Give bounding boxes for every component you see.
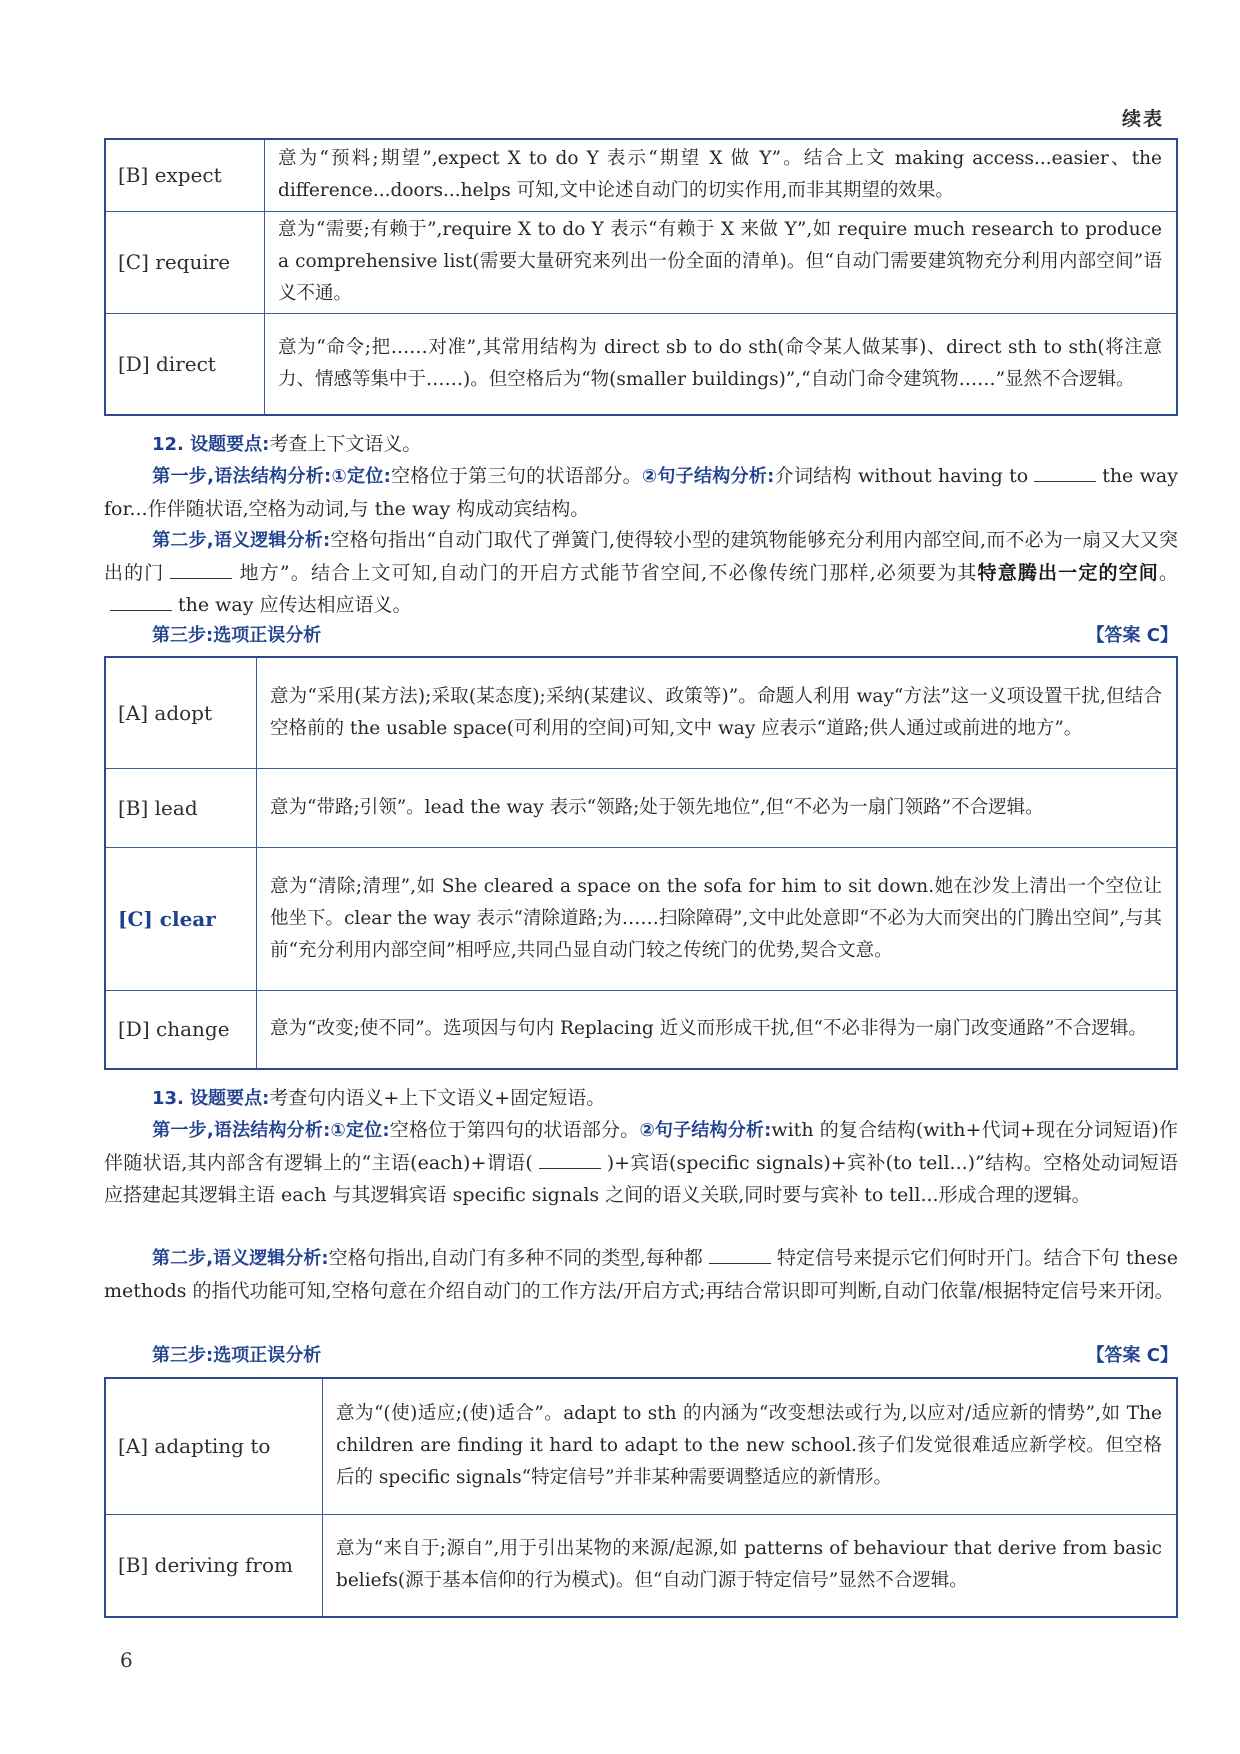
step1-label: 第一步,语法结构分析: xyxy=(152,1120,331,1141)
options-table-q12 xyxy=(104,656,1178,1070)
structure-text-cont: the way for...作伴随状语,空格为动词,与 the way 构成动宾结构。 xyxy=(104,465,1178,520)
table-row xyxy=(105,1378,1177,1514)
structure-text: 介词结构 without having to xyxy=(774,465,1029,487)
page-number: 6 xyxy=(120,1648,133,1672)
option-label-correct: [C] clear xyxy=(105,847,257,990)
q12-step2 xyxy=(104,524,1178,621)
table-row xyxy=(105,139,1177,211)
location-text: 空格位于第四句的状语部分。 xyxy=(389,1119,640,1141)
answer-badge: 【答案 C】 xyxy=(1086,625,1178,646)
continued-table-label: 续表 xyxy=(1121,108,1164,130)
option-explanation: 意为“采用(某方法);采取(某态度);采纳(某建议、政策等)”。命题人利用 way“方法”这一义项设置干扰,但结合空格前的 the usable space(可利用的空间)可知,文中 way 应表示“道路;供人通过或前进的地方”。 xyxy=(257,657,1178,768)
emphasis-text: 特意腾出一定的空间 xyxy=(977,562,1159,584)
location-label: ①定位: xyxy=(330,1120,390,1141)
structure-text-cont: )+宾语(specific signals)+宾补(to tell...)”结构。空格处动词短语应搭建起其逻辑主语 each 与其逻辑宾语 specific signals 之间的语义关联,同时要与宾补 to tell...形成合理的逻辑。 xyxy=(104,1152,1178,1206)
option-explanation: 意为“(使)适应;(使)适合”。adapt to sth 的内涵为“改变想法或行为,以应对/适应新的情势”,如 The children are finding it hard to adapt to the new school.孩子们发觉很难适应新学校。但空格后的 specific signals“特定信号”并非某种需要调整适应的新情形。 xyxy=(323,1378,1178,1514)
q12-step3-header xyxy=(104,621,1178,651)
step2-text-cont: 特定信号来提示它们何时开门。结合下句 these methods 的指代功能可知,空格句意在介绍自动门的工作方法/开启方式;再结合常识即可判断,自动门依靠/根据特定信号来开闭。 xyxy=(104,1247,1178,1302)
step3-label: 第三步:选项正误分析 xyxy=(152,1345,322,1366)
step2-label: 第二步,语义逻辑分析: xyxy=(152,1248,329,1269)
table-row-correct xyxy=(105,847,1177,990)
step2-text-end: the way 应传达相应语义。 xyxy=(178,594,412,616)
options-table-q11 xyxy=(104,138,1178,416)
option-explanation: 意为“来自于;源自”,用于引出某物的来源/起源,如 patterns of behaviour that derive from basic beliefs(源于基本信仰的行为模式)。但“自动门源于特定信号”显然不合逻辑。 xyxy=(323,1514,1178,1617)
option-explanation: 意为“带路;引领”。lead the way 表示“领路;处于领先地位”,但“不必为一扇门领路”不合逻辑。 xyxy=(257,768,1178,847)
structure-text: with 的复合结构(with+代词+现在分词短语)作伴随状语,其内部含有逻辑上的“主语(each)+谓语( xyxy=(104,1119,1178,1174)
structure-label: ②句子结构分析: xyxy=(639,1120,772,1141)
option-label: [A] adopt xyxy=(105,657,257,768)
q12-step1 xyxy=(104,460,1178,525)
step2-label: 第二步,语义逻辑分析: xyxy=(152,530,331,551)
q13-step3-header xyxy=(104,1341,1178,1371)
blank-line xyxy=(170,577,232,579)
table-row xyxy=(105,1514,1177,1617)
step1-label: 第一步,语法结构分析: xyxy=(152,466,332,487)
location-label: ①定位: xyxy=(331,466,391,487)
table-row xyxy=(105,768,1177,847)
blank-line xyxy=(1034,480,1096,482)
option-label: [B] deriving from xyxy=(105,1514,323,1617)
q13-title-text: 考查句内语义+上下文语义+固定短语。 xyxy=(269,1087,606,1109)
step2-text: 空格句指出,自动门有多种不同的类型,每种都 xyxy=(328,1247,703,1269)
option-explanation: 意为“预料;期望”,expect X to do Y 表示“期望 X 做 Y”。结合上文 making access...easier、the difference...doors...helps 可知,文中论述自动门的切实作用,而非其期望的效果。 xyxy=(265,139,1178,211)
options-table-q13 xyxy=(104,1377,1178,1618)
table-row xyxy=(105,990,1177,1069)
blank-line xyxy=(539,1167,601,1169)
option-explanation: 意为“改变;使不同”。选项因与句内 Replacing 近义而形成干扰,但“不必非得为一扇门改变通路”不合逻辑。 xyxy=(257,990,1178,1069)
q13-key-point xyxy=(104,1082,1178,1115)
option-label: [A] adapting to xyxy=(105,1378,323,1514)
table-row xyxy=(105,657,1177,768)
q13-title-label: 13. 设题要点: xyxy=(152,1088,270,1109)
option-explanation: 意为“命令;把……对准”,其常用结构为 direct sb to do sth(命令某人做某事)、direct sth to sth(将注意力、情感等集中于……)。但空格后为“物(smaller buildings)”,“自动门命令建筑物……”显然不合逻辑。 xyxy=(265,313,1178,415)
table-row xyxy=(105,313,1177,415)
q12-title-label: 12. 设题要点: xyxy=(152,434,270,455)
location-text: 空格位于第三句的状语部分。 xyxy=(390,465,642,487)
blank-line xyxy=(709,1262,771,1264)
option-explanation: 意为“清除;清理”,如 She cleared a space on the sofa for him to sit down.她在沙发上清出一个空位让他坐下。clear the way 表示“清除道路;为……扫除障碍”,文中此处意即“不必为大而突出的门腾出空间”,与其前“充分利用内部空间”相呼应,共同凸显自动门较之传统门的优势,契合文意。 xyxy=(257,847,1178,990)
step2-text: 空格句指出“自动门取代了弹簧门,使得较小型的建筑物能够充分利用内部空间,而不必为一扇又大又突出的门 xyxy=(104,529,1179,584)
option-label: [C] require xyxy=(105,211,265,313)
option-label: [B] lead xyxy=(105,768,257,847)
option-label: [B] expect xyxy=(105,139,265,211)
answer-badge: 【答案 C】 xyxy=(1086,1345,1178,1366)
punctuation: 。 xyxy=(1158,562,1178,584)
step3-label: 第三步:选项正误分析 xyxy=(152,625,322,646)
step2-text-cont: 地方”。结合上文可知,自动门的开启方式能节省空间,不必像传统门那样,必须要为其 xyxy=(238,562,978,584)
q12-title-text: 考查上下文语义。 xyxy=(269,433,422,455)
option-label: [D] direct xyxy=(105,313,265,415)
option-label: [D] change xyxy=(105,990,257,1069)
table-row xyxy=(105,211,1177,313)
blank-line xyxy=(110,609,172,611)
q13-step1 xyxy=(104,1114,1178,1211)
structure-label: ②句子结构分析: xyxy=(641,466,775,487)
q12-key-point xyxy=(104,428,1178,461)
option-explanation: 意为“需要;有赖于”,require X to do Y 表示“有赖于 X 来做 Y”,如 require much research to produce a comprehensive list(需要大量研究来列出一份全面的清单)。但“自动门需要建筑物充分利用内部空间”语义不通。 xyxy=(265,211,1178,313)
q13-step2 xyxy=(104,1242,1178,1307)
